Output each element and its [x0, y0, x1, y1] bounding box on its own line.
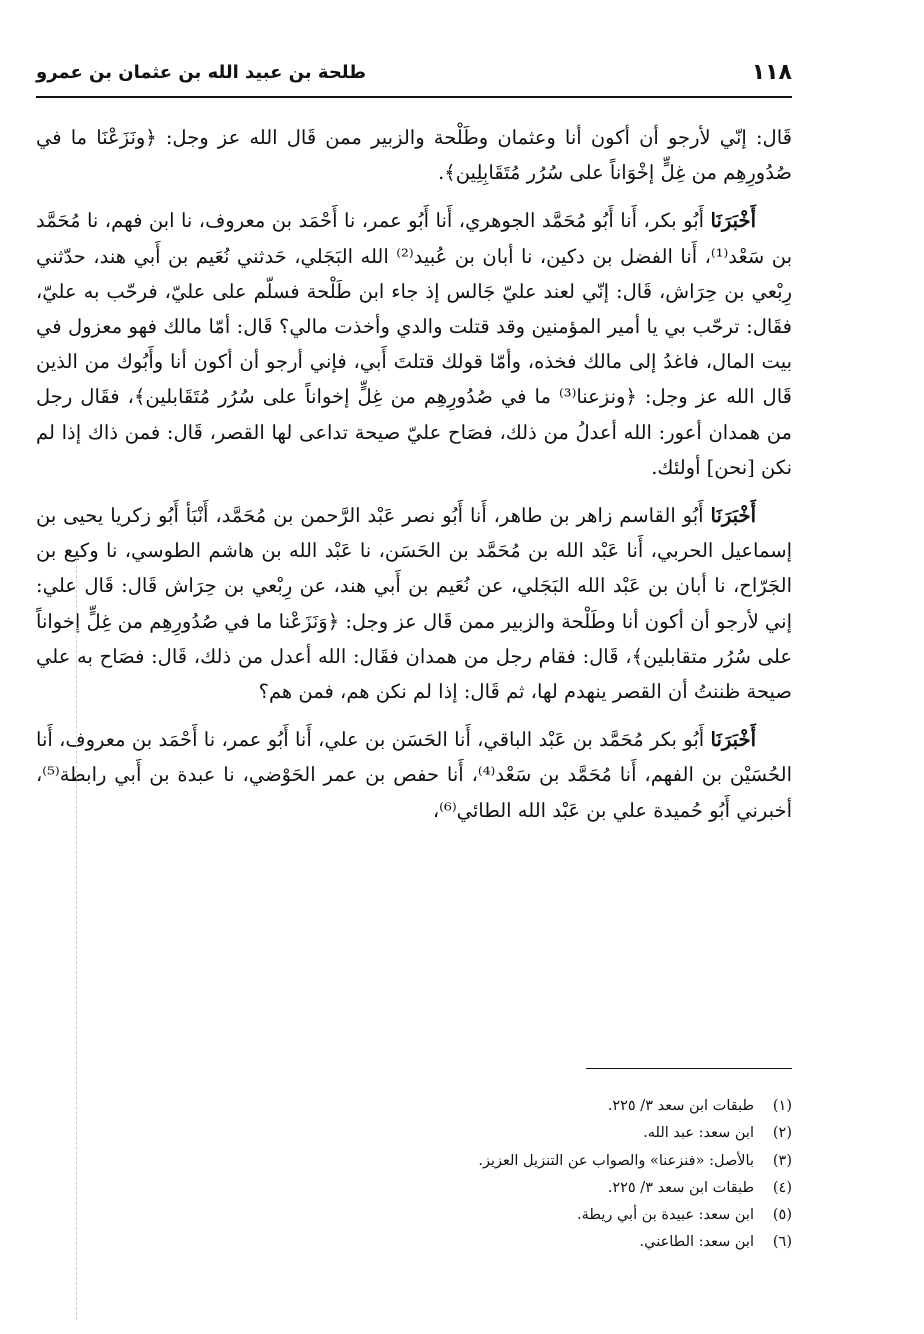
paragraph-text: قَال: إنّي لأرجو أن أكون أنا وعثمان وطَلْحة والزبير ممن قَال الله عز وجل: ﴿ونَزَعْنَا ما في صُدُورِهِم من غِلٍّ إخْوَاناً على سُرُر مُتَقَابِلِين﴾. — [36, 126, 792, 185]
footnote-text: ابن سعد: عبد الله. — [643, 1125, 754, 1142]
footnote-number: (١) — [772, 1098, 792, 1114]
footnote-number: (٦) — [772, 1234, 792, 1251]
footnote — [230, 1175, 792, 1202]
running-title: طلحة بن عبيد الله بن عثمان بن عمرو — [36, 62, 367, 83]
paragraph-lead: أَخْبَرَنَا — [710, 504, 756, 528]
paragraph-text: أَبُو بكر، أَنا أَبُو مُحَمَّد الجوهري، أَنا أَبُو عمر، نا أَحْمَد بن معروف، نا ابن فهم، نا مُحَمَّد بن سَعْد⁽¹⁾، أَنا الفضل بن دكين، نا أبان بن عُبيد⁽²⁾ الله البَجَلي، حَدثني نُعَيم بن أَبي هند، حدّثني رِبْعي بن حِرَاش، قَال: إنّي لعند عليّ جَالس إذ جاء ابن طَلْحة فسلّم على عليّ، فرحّب به عليّ، فقَال: ترحّب بي يا أمير المؤمنين وقد قتلت والدي وأخذت مالي؟ قَال: أمّا مالك فهو معزول في بيت المال، فاغدُ إلى مالك فخذه، وأمّا قولك قتلتَ أَبي، فإني أرجو أن أكون أنا وأَبُوك من الذين قَال الله عز وجل: ﴿ونزعنا⁽³⁾ ما في صُدُورِهِم من غِلٍّ إخواناً على سُرُر مُتَقَابلين﴾، فقَال رجل من همدان أعور: الله أعدلُ من ذلك، فصَاح عليّ صيحة تداعى لها القصر، قَال: فمن ذاك إذا لم نكن [نحن] أولئك. — [36, 209, 792, 479]
footnote — [230, 1093, 792, 1120]
footnotes — [230, 1093, 792, 1257]
page-number: ١١٨ — [751, 60, 792, 85]
paragraph — [36, 722, 792, 828]
footnote-number: (٣) — [772, 1152, 792, 1169]
footnote-text: طبقات ابن سعد ٣/ ٢٢٥. — [607, 1179, 754, 1196]
footnote-number: (٥) — [772, 1207, 792, 1224]
paragraph-text: أَبُو القاسم زاهر بن طاهر، أَنا أَبُو نصر عَبْد الرَّحمن بن مُحَمَّد، أَنْبَأ أَبُو زكريا يحيى بن إسماعيل الحربي، أَنا عَبْد الله بن مُحَمَّد بن الحَسَن، نا عَبْد الله بن هاشم الطوسي، نا وكيع بن الجَرّاح، نا أبان بن عَبْد الله البَجَلي، عن نُعَيم بن أَبي هند، عن رِبْعي بن حِرَاش قَال: قَال علي: إني لأرجو أن أكون أنا وطَلْحة والزبير ممن قَال عز وجل: ﴿وَنَزَعْنا ما في صُدُورِهِم من غِلٍّ إخواناً على سُرُر متقابلين﴾، قَال: فقام رجل من همدان فقَال: الله أعدل من ذلك، قَال: فصَاح به علي صيحة ظننتُ أن القصر ينهدم لها، ثم قَال: إذا لم نكن هم، فمن هم؟ — [36, 504, 792, 704]
main-text — [36, 120, 792, 841]
footnote — [230, 1229, 792, 1256]
paragraph-lead: أَخْبَرَنَا — [710, 728, 756, 752]
paragraph — [36, 498, 792, 709]
footnote-text: ابن سعد: الطاعني. — [639, 1234, 754, 1251]
footnote-text: بالأصل: «فنزعنا» والصواب عن التنزيل العزيز. — [478, 1152, 754, 1169]
paragraph-text: أَبُو بكر مُحَمَّد بن عَبْد الباقي، أَنا الحَسَن بن علي، أَنا أَبُو عمر، نا أَحْمَد بن معروف، أَنا الحُسَيْن بن الفهم، أَنا مُحَمَّد بن سَعْد⁽⁴⁾، أَنا حفص بن عمر الحَوْضي، نا عبدة بن أَبي رابطة⁽⁵⁾، أخبرني أَبُو حُميدة علي بن عَبْد الله الطائي⁽⁶⁾، — [36, 728, 792, 822]
footnote-text: طبقات ابن سعد ٣/ ٢٢٥. — [607, 1098, 754, 1114]
footnote — [230, 1120, 792, 1147]
footnote — [230, 1202, 792, 1229]
paragraph-lead: أَخْبَرَنَا — [710, 209, 756, 233]
footnote-number: (٤) — [772, 1179, 792, 1196]
footnote-number: (٢) — [772, 1125, 792, 1142]
footnote — [230, 1148, 792, 1175]
paragraph — [36, 203, 792, 485]
page-header — [36, 58, 792, 98]
footnote-text: ابن سعد: عبيدة بن أبي ريطة. — [577, 1207, 754, 1224]
footnote-separator — [586, 1068, 792, 1069]
scan-margin-line — [76, 560, 77, 1320]
paragraph — [36, 120, 792, 190]
